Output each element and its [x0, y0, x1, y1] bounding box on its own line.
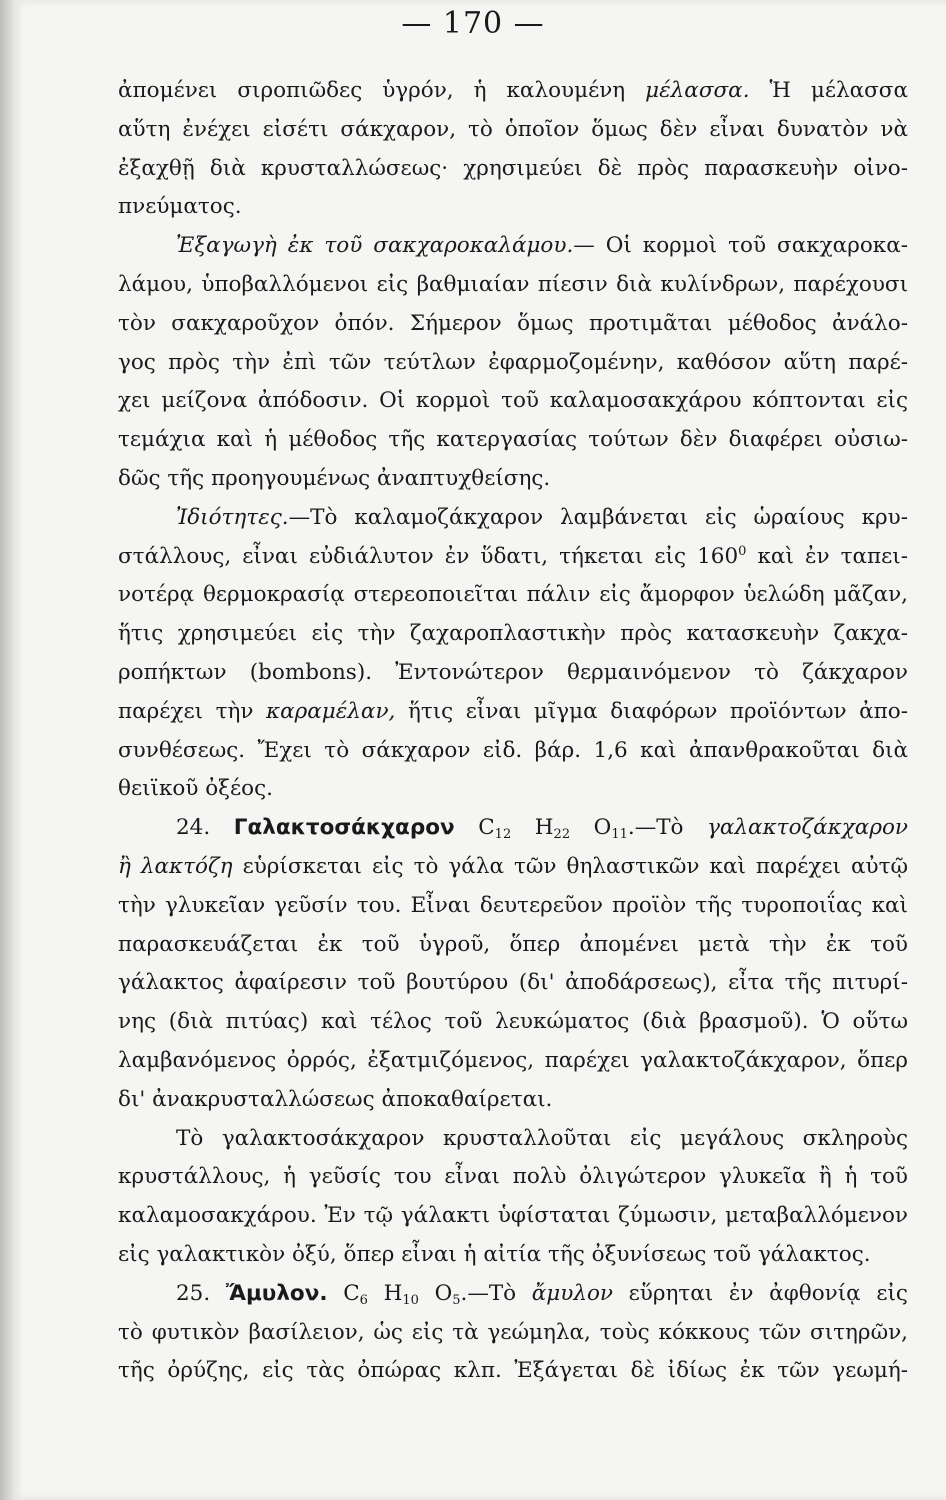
text-line: τεμάχια καὶ ἡ μέθοδος τῆς κατεργασίας τούτων δὲν διαφέρει οὐσιω-	[118, 427, 908, 453]
section-heading-24	[118, 809, 908, 848]
text-span: .—Τὸ	[627, 815, 684, 841]
text-span: ἥτις εἶναι μῖγμα διαφόρων προϊόντων ἀπο-	[407, 698, 908, 724]
text-line: γος πρὸς τὴν ἐπὶ τῶν τεύτλων ἐφαρμοζομένην, καθόσον αὕτη παρέ-	[118, 349, 908, 375]
text-line: θειϊκοῦ ὀξέος.	[118, 776, 273, 802]
text-line: νοτέρᾳ θερμοκρασίᾳ στερεοποιεῖται πάλιν εἰς ἄμορφον ὑελώδη μᾶζαν,	[118, 582, 908, 608]
formula-element: H	[534, 815, 554, 841]
subheading-properties: Ἰδιότητες.	[176, 504, 289, 530]
text-span: .—Τὸ	[460, 1280, 517, 1306]
text-span: ἀπομένει σιροπιῶδες ὑγρόν, ἡ καλουμένη	[118, 78, 626, 103]
text-line: συνθέσεως. Ἔχει τὸ σάκχαρον εἰδ. βάρ. 1,6 καὶ ἀπανθρακοῦται διὰ	[118, 737, 908, 763]
section-title: Γαλακτοσάκχαρον	[233, 815, 455, 841]
page-spine-shadow	[0, 0, 22, 1500]
text-line: Τὸ γαλακτοσάκχαρον κρυσταλλοῦται εἰς μεγάλους σκληροὺς	[176, 1125, 908, 1151]
text-span: εὕρηται ἐν ἀφθονίᾳ εἰς	[628, 1280, 908, 1306]
page-number: — 170 —	[401, 6, 545, 41]
section-title: Ἄμυλον.	[225, 1280, 328, 1306]
section-number: 24.	[176, 815, 211, 841]
section-number: 25.	[176, 1280, 211, 1306]
text-line: γάλακτος ἀφαίρεσιν τοῦ βουτύρου (δι' ἀποδάρσεως), εἶτα τῆς πιτυρί-	[118, 970, 908, 996]
text-span: καὶ ἐν ταπει-	[746, 543, 908, 569]
text-line: λαμβανόμενος ὀρρός, ἐξατμιζόμενος, παρέχει γαλακτοζάκχαρον, ὅπερ	[118, 1047, 908, 1073]
text-line	[118, 72, 908, 111]
section-heading-25	[118, 1275, 908, 1314]
text-line	[118, 499, 908, 538]
text-line: ἐξαχθῇ διὰ κρυσταλλώσεως· χρησιμεύει δὲ πρὸς παρασκευὴν οἰνο-	[118, 155, 908, 181]
degree-mark: 0	[738, 543, 747, 559]
text-line: ροπήκτων (bombons). Ἐντονώτερον θερμαινόμενον τὸ ζάκχαρον	[118, 659, 908, 685]
chemical-formula	[478, 815, 628, 843]
text-span: —Τὸ καλαμοζάκχαρον λαμβάνεται εἰς ὡραίους κρυ-	[288, 504, 908, 530]
formula-subscript: 12	[494, 827, 512, 843]
text-span: — Οἱ κορμοὶ τοῦ σακχαροκα-	[573, 233, 909, 259]
text-line: λάμου, ὑποβαλλόμενοι εἰς βαθμιαίαν πίεσιν διὰ κυλίνδρων, παρέχουσι	[118, 271, 908, 297]
body-text	[118, 72, 908, 1391]
formula-element: C	[343, 1280, 360, 1306]
text-line: τῆς ὀρύζης, εἰς τὰς ὀπώρας κλπ. Ἐξάγεται δὲ ἰδίως ἐκ τῶν γεωμή-	[118, 1358, 908, 1384]
term-amylon: ἄμυλον	[531, 1280, 613, 1306]
text-line: τὸν σακχαροῦχον ὀπόν. Σήμερον ὅμως προτιμᾶται μέθοδος ἀνάλο-	[118, 310, 908, 336]
formula-subscript: 22	[553, 827, 571, 843]
formula-element: O	[434, 1280, 453, 1306]
text-span: παρέχει τὴν	[118, 698, 254, 724]
text-line: ἥτις χρησιμεύει εἰς τὴν ζαχαροπλαστικὴν πρὸς κατασκευὴν ζακχα-	[118, 621, 908, 647]
formula-element: C	[478, 815, 495, 841]
formula-subscript: 6	[359, 1292, 368, 1308]
formula-element: H	[383, 1280, 403, 1306]
text-line: νης (διὰ πιτύας) καὶ τέλος τοῦ λευκώματος (διὰ βρασμοῦ). Ὁ οὕτω	[118, 1009, 908, 1035]
term-melassa: μέλασσα.	[645, 78, 750, 103]
text-line: παρασκευάζεται ἐκ τοῦ ὑγροῦ, ὅπερ ἀπομένει μετὰ τὴν ἐκ τοῦ	[118, 931, 908, 957]
text-line: δι' ἀνακρυσταλλώσεως ἀποκαθαίρεται.	[118, 1086, 553, 1112]
text-line: καλαμοσακχάρου. Ἐν τῷ γάλακτι ὑφίσταται ζύμωσιν, μεταβαλλόμενον	[118, 1203, 908, 1229]
formula-subscript: 5	[452, 1292, 461, 1308]
text-line	[118, 538, 908, 577]
text-line	[118, 693, 908, 732]
text-line: τὸ φυτικὸν βασίλειον, ὡς εἰς τὰ γεώμηλα, τοὺς κόκκους τῶν σιτηρῶν,	[118, 1319, 908, 1345]
term-lactose: ἢ λακτόζη	[118, 853, 233, 879]
text-line: κρυστάλλους, ἡ γεῦσίς του εἶναι πολὺ ὀλιγώτερον γλυκεῖα ἢ ἡ τοῦ	[118, 1164, 908, 1190]
term-galaktozakcharon: γαλακτοζάκχαρον	[707, 815, 908, 841]
term-caramel: καραμέλαν,	[266, 698, 396, 724]
text-line: εἰς γαλακτικὸν ὀξύ, ὅπερ εἶναι ἡ αἰτία τῆς ὀξυνίσεως τοῦ γάλακτος.	[118, 1241, 871, 1267]
text-line	[118, 848, 908, 887]
formula-subscript: 11	[611, 827, 628, 843]
formula-subscript: 10	[402, 1292, 419, 1308]
text-line: αὕτη ἐνέχει εἰσέτι σάκχαρον, τὸ ὁποῖον ὅμως δὲν εἶναι δυνατὸν νὰ	[118, 116, 908, 142]
text-line: χει μείζονα ἀπόδοσιν. Οἱ κορμοὶ τοῦ καλαμοσακχάρου κόπτονται εἰς	[118, 388, 908, 414]
text-span: Ἡ μέλασσα	[769, 78, 908, 103]
text-line	[118, 227, 908, 266]
text-line: πνεύματος.	[118, 194, 242, 220]
text-line: τὴν γλυκεῖαν γεῦσίν του. Εἶναι δευτερεῦον προϊὸν τῆς τυροποιΐας καὶ	[118, 892, 908, 918]
chemical-formula	[343, 1281, 460, 1306]
text-line: δῶς τῆς προηγουμένως ἀναπτυχθείσης.	[118, 465, 551, 491]
text-span: εὑρίσκεται εἰς τὸ γάλα τῶν θηλαστικῶν καὶ παρέχει αὐτῷ	[242, 853, 908, 879]
text-span: στάλλους, εἶναι εὐδιάλυτον ἐν ὕδατι, τήκεται εἰς 160	[118, 543, 739, 569]
formula-element: O	[593, 815, 612, 841]
subheading-extraction: Ἐξαγωγὴ ἐκ τοῦ σακχαροκαλάμου.	[176, 233, 574, 259]
